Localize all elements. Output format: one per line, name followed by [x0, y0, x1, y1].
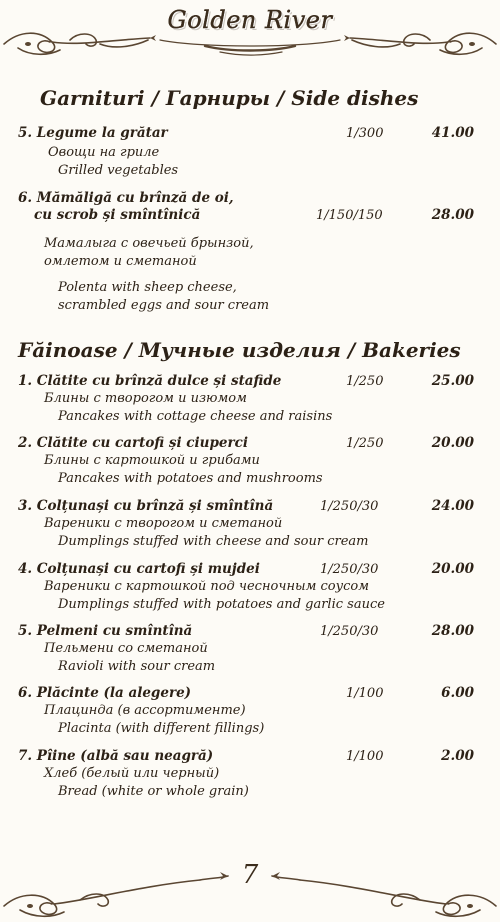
item-weight: 1/150/150 — [316, 208, 383, 223]
item-price: 20.00 — [431, 435, 474, 451]
item-price: 20.00 — [431, 561, 474, 577]
item-price: 2.00 — [441, 748, 474, 764]
item-name-ru: Вареники с картошкой под чесночным соусом — [44, 579, 370, 594]
item-name-continued: cu scrob și smîntînică — [34, 207, 201, 223]
item-price: 28.00 — [431, 623, 474, 639]
item-price: 6.00 — [441, 685, 474, 701]
item-name-en: Ravioli with sour cream — [58, 659, 216, 674]
item-name-en: Pancakes with potatoes and mushrooms — [58, 471, 323, 486]
item-name: 5. Legume la grătar — [18, 125, 168, 141]
page-number: 7 — [241, 860, 259, 890]
item-name-en: Bread (white or whole grain) — [58, 784, 249, 799]
item-name-en: Grilled vegetables — [58, 163, 179, 178]
footer-ornament — [0, 856, 500, 922]
item-name-ru: Вареники с творогом и сметаной — [44, 516, 283, 531]
header-ornament — [0, 0, 500, 62]
item-weight: 1/250/30 — [320, 624, 379, 639]
item-weight: 1/250/30 — [320, 562, 379, 577]
item-price: 25.00 — [431, 373, 474, 389]
item-name-en: Placinta (with different fillings) — [58, 721, 265, 736]
item-weight: 1/300 — [346, 126, 384, 141]
section-title-bakeries: Făinoase / Мучные изделия / Bakeries — [18, 338, 461, 362]
item-name: 5. Pelmeni cu smîntînă — [18, 623, 193, 639]
item-name-ru: Хлеб (белый или черный) — [44, 766, 220, 781]
item-name-ru: Блины с картошкой и грибами — [44, 453, 260, 468]
item-price: 28.00 — [431, 207, 474, 223]
section-title-side-dishes: Garnituri / Гарниры / Side dishes — [40, 86, 419, 110]
item-name: 7. Pîine (albă sau neagră) — [18, 748, 214, 764]
item-weight: 1/100 — [346, 749, 384, 764]
item-name-ru: Плацинда (в ассортименте) — [44, 703, 246, 718]
item-weight: 1/250/30 — [320, 499, 379, 514]
item-name-ru: Пельмени со сметаной — [44, 641, 208, 656]
item-name: 6. Mămăligă cu brînză de oi, — [18, 190, 234, 206]
item-name-ru: Блины с творогом и изюмом — [44, 391, 247, 406]
item-name: 6. Plăcinte (la alegere) — [18, 685, 192, 701]
item-price: 41.00 — [431, 125, 474, 141]
item-name-ru: Мамалыга с овечьей брынзой, — [44, 236, 254, 251]
item-name-en: Dumplings stuffed with cheese and sour cream — [58, 534, 369, 549]
item-name-en-continued: scrambled eggs and sour cream — [58, 298, 270, 313]
item-weight: 1/250 — [346, 374, 384, 389]
item-weight: 1/100 — [346, 686, 384, 701]
item-name: 2. Clătite cu cartofi și ciuperci — [18, 435, 248, 451]
item-name-en: Polenta with sheep cheese, — [58, 280, 237, 295]
item-name-en: Dumplings stuffed with potatoes and garlic sauce — [58, 597, 385, 612]
item-name-ru: Овощи на гриле — [48, 145, 160, 160]
item-name: 3. Colțunași cu brînză și smîntînă — [18, 498, 274, 514]
item-weight: 1/250 — [346, 436, 384, 451]
item-name: 4. Colțunași cu cartofi și mujdei — [18, 561, 260, 577]
item-price: 24.00 — [431, 498, 474, 514]
item-name-en: Pancakes with cottage cheese and raisins — [58, 409, 333, 424]
item-name-ru-continued: омлетом и сметаной — [44, 254, 197, 269]
brand-logo: Golden River — [167, 6, 333, 34]
item-name: 1. Clătite cu brînză dulce și stafide — [18, 373, 282, 389]
